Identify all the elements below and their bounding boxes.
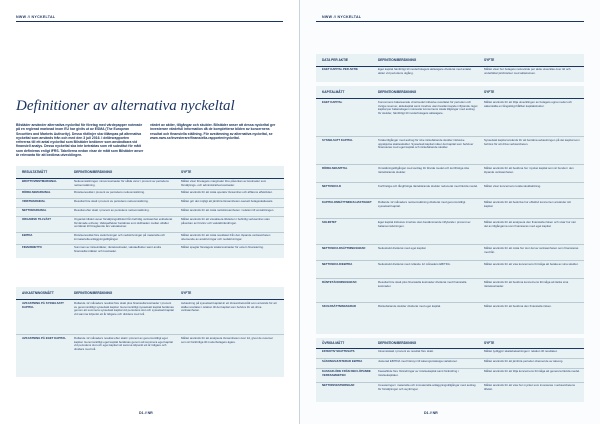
row-term: SKULDSÄTTNINGSGRAD (322, 304, 357, 308)
row-term: BRUTTOVINSTMARGINAL (22, 179, 57, 183)
row-definition: Eget kapital inklusive innehav utan bestämmande inflytande i procent av balansomslutningen. (378, 220, 471, 228)
row-definition: Totala tillgångar med avdrag för icke räntebärande skulder inklusive uppskjutna skatteskulder. Sysselsatt kapital mäter det kapital som behöver finansieras med eget kapital och räntebärande skulder. (378, 138, 474, 150)
column-header-purpose: SYFTE (484, 90, 495, 94)
table-avkastningsmatt (16, 287, 284, 377)
row-definition: Rullande 12 månaders resultat före skatt plus finansiella kostnader i procent av genomsnittligt sysselsatt kapital. Genomsnittligt sysselsatt kapital beräknas genom att summera sysselsatt kapital vid periodens slut och sysselsatt kapital vid samma tidpunkt ett år tidigare och dividera med två. (74, 301, 174, 316)
row-definition: Rullande 12 månaders nettoomsättning dividerat med genomsnittligt sysselsatt kapital. (378, 200, 466, 208)
column-header-definition: DEFINITION/BERÄKNING (74, 291, 113, 295)
table-row (316, 260, 584, 279)
row-purpose: Måttet gör det möjligt att jämföra lönsamheten oavsett bolagsskattesats. (181, 199, 274, 203)
row-definition: Resultat före skatt i procent av periodens nettoomsättning. (74, 199, 149, 203)
column-header-purpose: SYFTE (484, 341, 495, 345)
table-data-per-aktie (316, 54, 584, 82)
page-title: Definitioner av alternativa nyckeltal (16, 98, 235, 114)
row-term: KAPITALOMSÄTTNINGS-HASTIGHET (322, 200, 372, 204)
table-row (316, 98, 584, 137)
row-purpose: Avkastning på sysselsatt kapital är ett lönsamhetsmått som används för att ställa resultatet i relation till det kapital som behövs för att driva verksamheten. (181, 301, 277, 313)
row-definition: Nettoomsättningen minus kostnader för sålda varor i procent av periodens nettoomsättning. (74, 179, 169, 187)
row-term: ORGANISK TILLVÄXT (22, 217, 52, 221)
row-term: SOLIDITET (322, 220, 337, 224)
row-definition: Kassaflöde före förändringar av rörelsekapital samt förändring i rörelsekapitalet. (378, 369, 459, 377)
row-purpose: Måttet används för att analysera lönsamheten över tid, givet de resurser som är hänförliga till moderbolagets ägare. (181, 336, 274, 344)
row-definition: Rörelseresultat före avskrivningar och nedskrivningar på materiella och immateriella anläggningstillgångar. (74, 233, 165, 241)
column-header-definition: DEFINITION/BERÄKNING (378, 58, 417, 62)
column-header-term: AVKASTNINGSMÅTT (22, 291, 54, 295)
running-head: NWW // NYCKELTAL (16, 15, 56, 19)
column-header-definition: DEFINITION/BERÄKNING (74, 170, 113, 174)
row-term: EBITDA (22, 233, 33, 237)
row-definition: Eget kapital hänförligt till moderbolagets aktieägare dividerat med antalet aktier vid periodens utgång. (378, 67, 472, 75)
header-rule-right (316, 21, 584, 22)
running-head-right: NWW // NYCKELTAL (322, 15, 362, 19)
row-term: NETTOSKULDSÄTTNINGSGRAD (322, 246, 366, 250)
row-term: AVKASTNING PÅ SYSSELSATT KAPITAL (22, 301, 64, 309)
row-purpose: Måttet används för att mäta operativ lönsamhet och affärens effektivitet. (181, 190, 273, 194)
row-term: SYSSELSATT KAPITAL (322, 138, 353, 142)
row-term: NETTOINVESTERINGAR (322, 383, 355, 387)
row-term: VINSTMARGINAL (22, 199, 46, 203)
table-resultatmatt (16, 166, 284, 258)
table-kapitalmatt (316, 86, 584, 334)
row-term: RÄNTETÄCKNINGSGRAD (322, 280, 357, 284)
row-term: KASSAFLÖDE FRÅN DEN LÖPANDE VERKSAMHETEN (322, 369, 371, 377)
row-term: AVKASTNING PÅ EGET KAPITAL (22, 336, 67, 340)
row-term: FINANSNETTO (22, 245, 42, 249)
row-purpose: Måttet används för att visa koncernens förmåga att betala av sina skulder. (484, 262, 579, 266)
column-header-purpose: SYFTE (181, 291, 192, 295)
row-term: EFFEKTIV SKATTESATS (322, 349, 355, 353)
row-purpose: Måttet används för att mäta resultatet från den löpande verksamheten oberoende av avskrivningar och nedskrivningar. (181, 233, 271, 241)
row-purpose: Måttet tydliggör skattebelastningen i relation till resultatet. (484, 349, 558, 353)
row-definition: Räntebärande skulder dividerat med eget kapital. (378, 304, 441, 308)
table-row (316, 302, 584, 334)
column-header-definition: DEFINITION/BERÄKNING (378, 90, 417, 94)
row-term: EGET KAPITAL PER AKTIE (322, 67, 358, 71)
intro-column-1: Bilstäder använder alternativa nyckeltal för företag med värdepapper noterade på en reglerad marknad inom EU har givits ut av ESMA (The European Securities and Markets Authority). Dessa riktlinjer ska tillämpas på alternativa nyckeltal som används från och med den 3 juli 2016. I delårsrapporten refereras till ett antal nyckeltal som Bilstäder bedömer som användbara vid finansiell analys. Dessa nyckeltal ska inte betraktas som ett substitut för mått som definieras enligt IFRS. Tabellerna nedan visar de mått som Bilstäder anser är relevanta för att bedöma utvecklingen. (16, 123, 144, 158)
column-header-term: RESULTATMÅTT (22, 170, 48, 174)
row-purpose: Måttet används för att analysera den finansiella risken och visar hur stor del av tillgångarna som finansieras med eget kapital. (484, 220, 577, 228)
row-definition: Summan av ränteintäkter, räntekostnader, valutaeffekter samt andra finansiella intäkter och kostnader. (74, 245, 162, 253)
table-row (16, 299, 284, 335)
row-definition: Rullande 12 månaders resultat efter skatt i procent av genomsnittligt eget kapital. Genomsnittligt eget kapital beräknas genom att summera eget kapital vid periodens slut och eget kapital vid samma tidpunkt ett år tidigare och dividera med två. (74, 336, 173, 351)
column-header-definition: DEFINITION/BERÄKNING (378, 341, 417, 345)
row-purpose: Måttet används för att bedöma den finansiella risken. (484, 304, 552, 308)
row-term: RÖRELSEMARGINAL (22, 190, 51, 194)
header-rule (16, 21, 283, 22)
table-row (16, 216, 284, 233)
row-term: SÄSONGSJUSTERAD EBITDA (322, 359, 363, 363)
table-row (316, 368, 584, 383)
table-row (316, 278, 584, 303)
table-row (316, 136, 584, 165)
table-row (316, 244, 584, 261)
row-definition: Justerad EBITDA med hänsyn till säsongsmässiga variationer. (378, 359, 458, 363)
row-purpose: Måttet används för att beskriva hur effektivt koncernen använder sitt kapital. (484, 200, 571, 208)
row-purpose: Måttet används för att visualisera tillväxten i befintlig verksamhet utan påverkan av förvärv och valutaförändringar. (181, 217, 270, 225)
table-row (316, 66, 584, 82)
row-definition: Resultat efter skatt i procent av periodens nettoomsättning. (74, 208, 150, 212)
row-purpose: Måttet visar företagets marginaler före påverkan av kostnader som försäljnings- och administrativa kostnader. (181, 179, 267, 187)
row-definition: Omsättningstillgångar med avdrag för likvida medel och kortfristiga icke räntebärande skulder. (378, 166, 470, 174)
column-header-purpose: SYFTE (484, 58, 495, 62)
row-definition: Kortfristiga och långfristiga räntebärande skulder reducerat med likvida medel. (378, 184, 478, 188)
row-definition: Resultat före skatt plus finansiella kostnader dividerat med finansiella kostnader. (378, 280, 467, 288)
column-header-term: ÖVRIGA MÅTT (322, 341, 345, 345)
table-row (316, 164, 584, 183)
page-number-right: D1 // NR (424, 411, 438, 415)
intro-column-2: värdet av aktier, tillgångar och skulder. Bilstäder anser att dessa nyckeltal ger investerare värdefull information då de kompletterar bilden av koncernens resultat och finansiella ställning. För avstämning av alternativa nyckeltal, se www.nww.se/investerare/finansiella-rapporter/nyckeltal. (150, 123, 276, 140)
row-definition: Investeringar i materiella och immateriella anläggningstillgångar med avdrag för försäljningar och avyttringar. (378, 383, 476, 391)
row-purpose: Måttet används för att bedöma hur mycket kapital som är bundet i den löpande verksamheten. (484, 166, 574, 174)
row-purpose: Måttet speglar företagets totala kostnader för extern finansiering. (181, 245, 264, 249)
row-term: NETTOSKULD/EBITDA (322, 262, 353, 266)
column-header-term: KAPITALMÅTT (322, 90, 345, 94)
row-purpose: Måttet används för att mäta hur stor del av verksamheten som finansieras med lån. (484, 246, 579, 254)
table-ovriga-matt (316, 338, 584, 402)
row-definition: Inkomstskatt i procent av resultat före skatt. (378, 349, 434, 353)
row-term: EGET KAPITAL (322, 100, 343, 104)
row-term: NETTOMARGINAL (22, 208, 47, 212)
row-purpose: Måttet visar hur bolagets nettovärde per aktie utvecklas över tid och underlättar jämförelser med aktiekursen. (484, 67, 571, 75)
table-row (316, 218, 584, 245)
row-purpose: Måttet används för att bedöma koncernens förmåga att täcka sina räntekostnader. (484, 280, 569, 288)
column-header-term: DATA PER AKTIE (322, 58, 349, 62)
row-term: NETTOSKULD (322, 184, 342, 188)
row-purpose: Måttet används för att följa koncernens förmåga att generera likvida medel. (484, 369, 580, 373)
table-row (16, 244, 284, 258)
row-definition: Organisk tillväxt avser försäljningstillväxt från befintlig verksamhet exkluderat förvärvade enheter. Valutaeffekter beräknas som skillnaden mellan utfallet omräknat till föregående års valutakurser. (74, 217, 173, 229)
column-header-purpose: SYFTE (181, 170, 192, 174)
row-purpose: Måttet används för att följa utvecklingen av bolagets egna medel och säkerställa en långsiktigt hållbar kapitalstruktur. (484, 100, 572, 108)
table-row (16, 334, 284, 377)
table-row (316, 182, 584, 199)
row-definition: Koncernens balanserade vinstmedel inklusive resultatet för perioden och övriga reserver, aktiekapital samt innehav utan bestämmande inflytande. Eget kapital per balansdagen motsvarar koncernens totala tillgångar med avdrag för skulder, hänförligt till moderbolagets aktieägare. (378, 100, 478, 115)
row-purpose: Måttet används för att visa hur mycket som investeras i verksamhetens tillväxt. (484, 383, 575, 391)
row-definition: Nettoskuld dividerat med rullande 12 månaders EBITDA. (378, 262, 451, 266)
row-definition: Rörelseresultat i procent av periodens nettoomsättning. (74, 190, 145, 194)
row-purpose: Måttet används för att mäta nettolönsamheten i relation till omsättningen. (181, 208, 275, 212)
table-row (316, 198, 584, 219)
row-term: RÖRELSEKAPITAL (322, 166, 348, 170)
row-purpose: Måttet används för att jämföra perioder oberoende av säsong. (484, 359, 564, 363)
row-purpose: Måttet visar koncernens totala skuldsättning. (484, 184, 542, 188)
row-definition: Nettoskuld dividerat med eget kapital. (378, 246, 427, 250)
row-purpose: Sysselsatt kapital används för att beräkna avkastningen på det kapital som behövs för att driva verksamheten. (484, 138, 580, 146)
page-number: D1 // NR (139, 411, 153, 415)
table-row (316, 382, 584, 402)
